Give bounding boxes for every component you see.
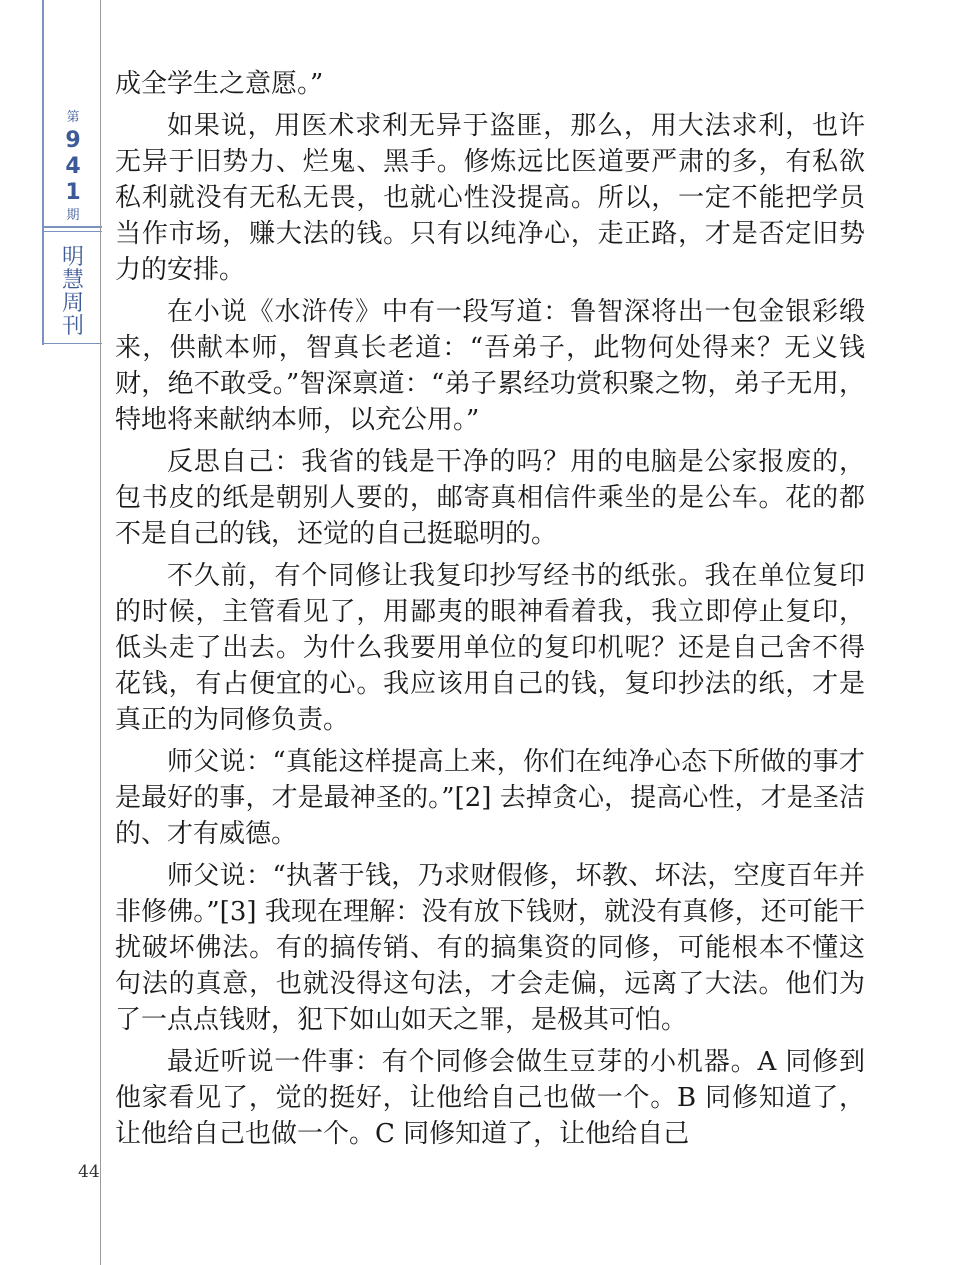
magazine-char: 明	[61, 245, 84, 270]
page-number: 44	[78, 1162, 100, 1182]
magazine-char: 周	[61, 291, 84, 316]
issue-side-tab	[42, 0, 100, 345]
paragraph: 不久前，有个同修让我复印抄写经书的纸张。我在单位复印的时候，主管看见了，用鄙夷的眼神看着我，我立即停止复印，低头走了出去。为什么我要用单位的复印机呢？还是自己舍不得花钱，有占便宜的心。我应该用自己的钱，复印抄法的纸，才是真正的为同修负责。	[115, 561, 865, 735]
issue-number-block	[44, 108, 102, 226]
paragraph: 最近听说一件事：有个同修会做生豆芽的小机器。A 同修到他家看见了，觉的挺好，让他给自己也做一个。B 同修知道了，让他给自己也做一个。C 同修知道了，让他给自己	[115, 1047, 865, 1149]
magazine-name	[44, 246, 102, 338]
magazine-char: 慧	[61, 268, 84, 293]
issue-digit: 4	[65, 154, 81, 179]
magazine-char: 刊	[61, 314, 84, 339]
issue-digit: 1	[65, 180, 81, 205]
paragraph: 师父说：“执著于钱，乃求财假修，坏教、坏法，空度百年并非修佛。”[3] 我现在理解：没有放下钱财，就没有真修，还可能干扰破坏佛法。有的搞传销、有的搞集资的同修，可能根本不懂这句法的真意，也就没得这句法，才会走偏，远离了大法。他们为了一点点钱财，犯下如山如天之罪，是极其可怕。	[115, 861, 865, 1035]
margin-rule	[100, 345, 101, 1265]
paragraph: 在小说《水浒传》中有一段写道：鲁智深将出一包金银彩缎来，供献本师，智真长老道：“吾弟子，此物何处得来？无义钱财，绝不敢受。”智深禀道：“弟子累经功赏积聚之物，弟子无用，特地将来献纳本师，以充公用。”	[115, 297, 865, 435]
issue-suffix: 期	[66, 208, 80, 223]
article-body	[115, 66, 865, 1158]
margin-rule	[100, 0, 101, 345]
tab-divider	[44, 231, 102, 232]
paragraph: 成全学生之意愿。”	[115, 69, 324, 99]
paragraph: 师父说：“真能这样提高上来，你们在纯净心态下所做的事才是最好的事，才是最神圣的。”[2] 去掉贪心，提高心性，才是圣洁的、才有威德。	[115, 747, 865, 849]
tab-divider	[44, 343, 102, 344]
tab-divider	[44, 226, 102, 228]
issue-digit: 9	[65, 128, 81, 153]
issue-prefix: 第	[66, 110, 80, 125]
paragraph: 反思自己：我省的钱是干净的吗？用的电脑是公家报废的，包书皮的纸是朝别人要的，邮寄真相信件乘坐的是公车。花的都不是自己的钱，还觉的自己挺聪明的。	[115, 447, 865, 549]
paragraph: 如果说，用医术求利无异于盗匪，那么，用大法求利，也许无异于旧势力、烂鬼、黑手。修炼远比医道要严肃的多，有私欲私利就没有无私无畏，也就心性没提高。所以，一定不能把学员当作市场，赚大法的钱。只有以纯净心，走正路，才是否定旧势力的安排。	[115, 111, 865, 285]
